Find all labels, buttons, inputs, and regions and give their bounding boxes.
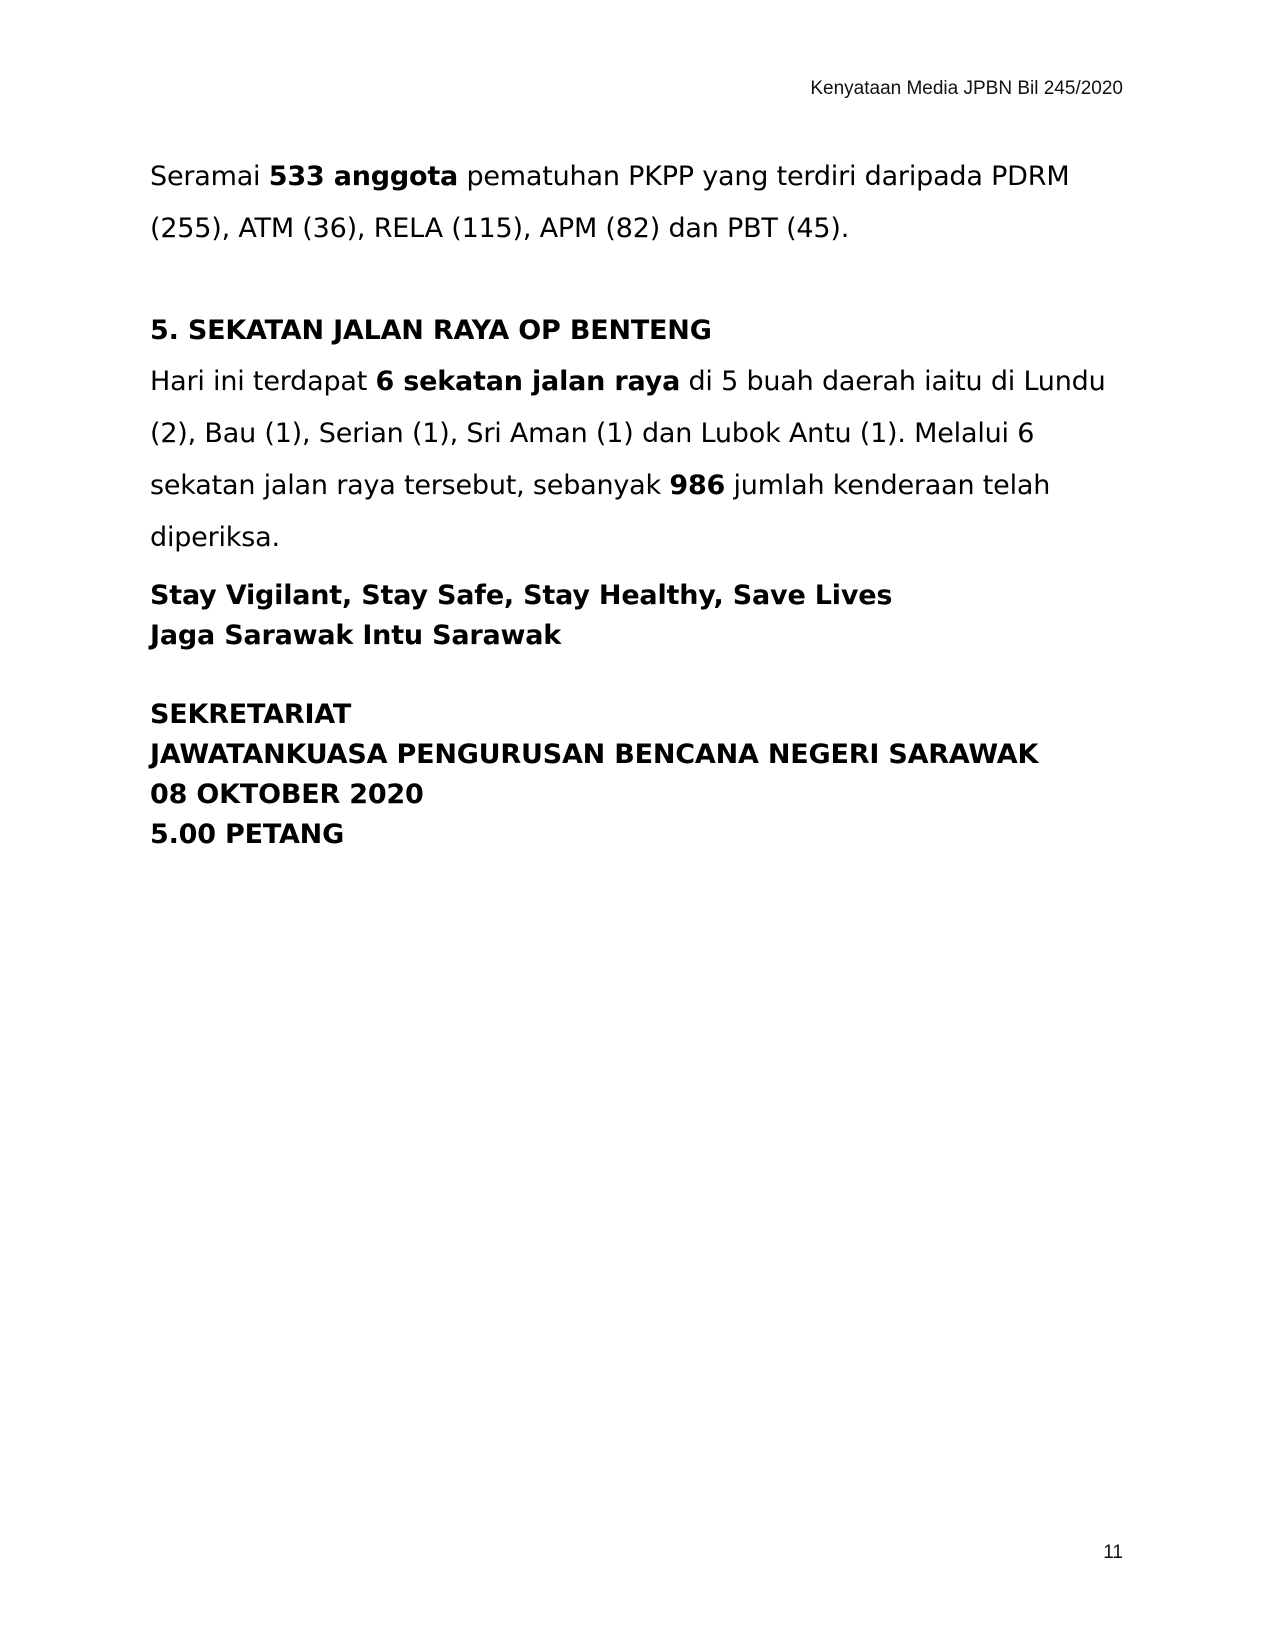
roadblock-text-middle: di 5 buah daerah iaitu di Lundu (2), Bau (1), Serian (1), Sri Aman (1) dan Lubok Antu (1). Melalui 6 sekatan jalan raya tersebut, sebanyak <box>150 366 1106 501</box>
roadblock-text-end: jumlah kenderaan telah diperiksa. <box>150 470 1051 553</box>
page-number: 11 <box>1103 1542 1123 1563</box>
signature-block <box>150 695 1038 855</box>
slogan-english: Stay Vigilant, Stay Safe, Stay Healthy, Save Lives <box>150 580 893 611</box>
signature-committee: JAWATANKUASA PENGURUSAN BENCANA NEGERI SARAWAK <box>150 739 1039 770</box>
signature-date: 08 OKTOBER 2020 <box>150 779 424 810</box>
slogans-block <box>150 576 892 656</box>
signature-time: 5.00 PETANG <box>150 819 345 850</box>
compliance-text-rest: pematuhan PKPP yang terdiri daripada PDRM (255), ATM (36), RELA (115), APM (82) dan PBT (45). <box>150 161 1070 244</box>
document-reference-header: Kenyataan Media JPBN Bil 245/2020 <box>810 78 1123 99</box>
roadblock-text-start: Hari ini terdapat <box>150 366 376 397</box>
compliance-paragraph <box>150 151 1130 255</box>
compliance-member-count: 533 anggota <box>268 161 459 192</box>
compliance-text-start: Seramai <box>150 161 269 192</box>
vehicles-checked-count: 986 <box>669 470 726 501</box>
roadblock-count: 6 sekatan jalan raya <box>375 366 681 397</box>
section-5-heading: 5. SEKATAN JALAN RAYA OP BENTENG <box>150 315 712 346</box>
slogan-local: Jaga Sarawak Intu Sarawak <box>150 620 562 651</box>
signature-secretariat: SEKRETARIAT <box>150 699 352 730</box>
roadblock-paragraph <box>150 356 1130 564</box>
